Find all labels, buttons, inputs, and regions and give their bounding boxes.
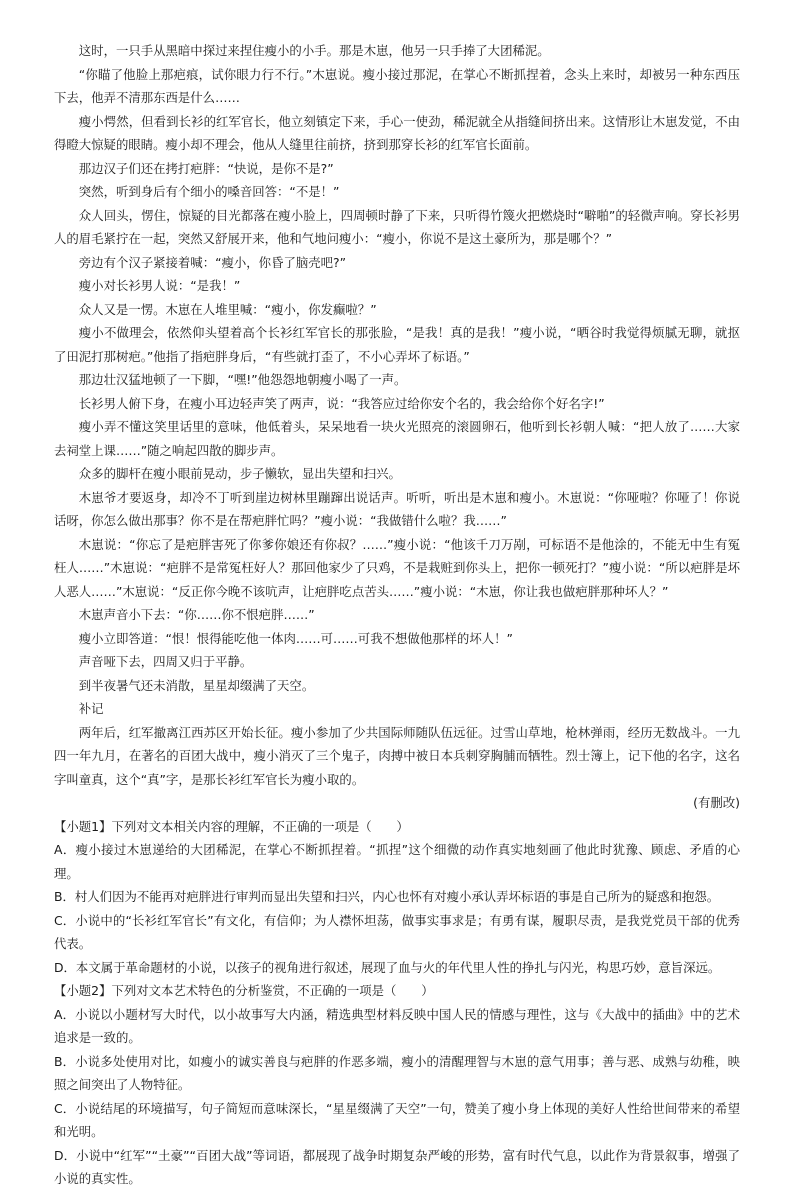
option-c: C．小说中的“长衫红军官长”有文化，有信仰；为人襟怀坦荡，做事实事求是；有勇有谋，履职尽责，是我党党员干部的优秀代表。 [54,912,740,951]
question-title: 【小题1】下列对文本相关内容的理解，不正确的一项是（ ） [54,818,409,834]
story-paragraph: 到半夜暑气还未消散，星星却缀满了天空。 [78,677,315,693]
option-a: A．瘦小接过木崽递给的大团稀泥，在掌心不断抓捏着。“抓捏”这个细微的动作真实地刻画了他此时犹豫、顾虑、矛盾的心理。 [54,842,740,881]
option-c: C．小说结尾的环境描写，句子简短而意味深长，“星星缀满了天空”一句，赞美了瘦小身上体现的美好人性给世间带来的希望和光明。 [54,1100,740,1139]
story-paragraph: 两年后，红军撤离江西苏区开始长征。瘦小参加了少共国际师随队伍远征。过雪山草地，枪林弹雨，经历无数战斗。一九四一年九月，在著名的百团大战中，瘦小消灭了三个鬼子，肉搏中被日本兵刺穿胸脯而牺牲。烈士簿上，记下他的名字，这名字叫童真，这个“真”字，是那长衫红军官长为瘦小取的。 [54,724,740,787]
story-paragraph: “你瞄了他脸上那疤痕，试你眼力行不行。”木崽说。瘦小接过那泥，在掌心不断抓捏着，念头上来时，却被另一种东西压下去，他弄不清那东西是什么…… [54,66,740,105]
story-paragraph: 瘦小立即答道：“恨！恨得能吃他一体肉……可……可我不想做他那样的坏人！” [78,630,513,646]
story-paragraph: 木崽声音小下去：“你……你不恨疤胖……” [78,607,315,622]
story-paragraph: 众人回头，愣住，惊疑的目光都落在瘦小脸上，四周顿时静了下来，只听得竹篾火把燃烧时“噼啪”的轻微声响。穿长衫男人的眉毛紧拧在一起，突然又舒展开来，他和气地问瘦小：“瘦小，你说不是这土豪所为，那是哪个？” [54,207,740,246]
source-note: (有删改) [693,795,740,810]
option-b: B．村人们因为不能再对疤胖进行审判而显出失望和扫兴，内心也怀有对瘦小承认弄坏标语的事是自己所为的疑惑和抱怨。 [54,889,720,904]
story-paragraph: 这时，一只手从黑暗中探过来捏住瘦小的小手。那是木崽，他另一只手捧了大团稀泥。 [78,43,550,58]
story-paragraph: 瘦小弄不懂这笑里话里的意味，他低着头，呆呆地看一块火光照亮的滚圆卵石，他听到长衫朝人喊：“把人放了……大家去祠堂上课……”随之响起四散的脚步声。 [54,419,740,458]
story-paragraph: 突然，听到身后有个细小的嗓音回答：“不是！” [78,184,340,199]
question-title: 【小题2】下列对文本艺术特色的分析鉴赏，不正确的一项是（ ） [54,983,434,998]
story-paragraph: 瘦小不做理会，依然仰头望着高个长衫红军官长的那张脸，“是我！真的是我！”瘦小说，“晒谷时我觉得烦腻无聊，就抠了田泥打那树疤。”他指了指疤胖身后，“有些就打歪了，不小心弄坏了标语。” [54,325,740,364]
option-d: D．小说中“红军”“土豪”“百团大战”等词语，都展现了战争时期复杂严峻的形势，富有时代气息，以此作为背景叙事，增强了小说的真实性。 [54,1147,740,1186]
story-paragraph: 瘦小对长衫男人说：“是我！” [78,278,241,293]
postscript-heading: 补记 [78,701,104,716]
story-paragraph: 众人又是一愣。木崽在人堆里喊：“瘦小，你发癫啦？” [78,301,377,317]
story-text [54,39,740,815]
question-2 [54,979,740,1191]
story-paragraph: 木崽说：“你忘了是疤胖害死了你爹你娘还有你叔？……”瘦小说：“他该千刀万剐，可标语不是他涂的，不能无中生有冤枉人……”木崽说：“疤胖不是常冤枉好人？那回他家少了只鸡，不是栽赃到你头上，把你一顿死打？”瘦小说：“所以疤胖是坏人恶人……”木崽说：“反正你今晚不该吭声，让疤胖吃点苦头……”瘦小说：“木崽，你让我也做疤胖那种坏人？” [54,536,740,599]
story-paragraph: 那边壮汉猛地顿了一下脚，“嘿!”他怨怨地朝瘦小喝了一声。 [78,372,407,387]
story-paragraph: 声音哑下去，四周又归于平静。 [78,654,253,669]
story-paragraph: 长衫男人俯下身，在瘦小耳边轻声笑了两声，说：“我答应过给你安个名的，我会给你个好名字!” [78,395,605,411]
story-paragraph: 瘦小愕然，但看到长衫的红军官长，他立刻镇定下来，手心一使劲，稀泥就全从指缝间挤出来。这情形让木崽发觉，不由得瞪大惊疑的眼睛。瘦小却不理会，他从人缝里往前挤，挤到那穿长衫的红军官长面前。 [54,113,740,152]
option-a: A．小说以小题材写大时代，以小故事写大内涵，精选典型材料反映中国人民的情感与理性，这与《大战中的插曲》中的艺术追求是一致的。 [54,1006,740,1045]
story-paragraph: 众多的脚杆在瘦小眼前晃动，步子懒软，显出失望和扫兴。 [78,466,401,481]
option-b: B．小说多处使用对比，如瘦小的诚实善良与疤胖的作恶多端，瘦小的清醒理智与木崽的意气用事；善与恶、成熟与幼稚，映照之间突出了人物特征。 [54,1053,740,1092]
option-d: D．本文属于革命题材的小说，以孩子的视角进行叙述，展现了血与火的年代里人性的挣扎与闪光，构思巧妙，意旨深远。 [54,959,721,975]
question-1 [54,815,740,980]
story-paragraph: 那边汉子们还在拷打疤胖：“快说，是你不是?” [78,160,334,176]
story-paragraph: 旁边有个汉子紧接着喊：“瘦小，你昏了脑壳吧?” [78,254,347,270]
story-paragraph: 木崽爷才要返身，却冷不丁听到崖边树林里蹦蹿出说话声。听听，听出是木崽和瘦小。木崽说：“你哑啦？你哑了！你说话呀，你怎么做出那事？你不是在帮疤胖忙吗？”瘦小说：“我做错什么啦？我……” [54,489,740,528]
